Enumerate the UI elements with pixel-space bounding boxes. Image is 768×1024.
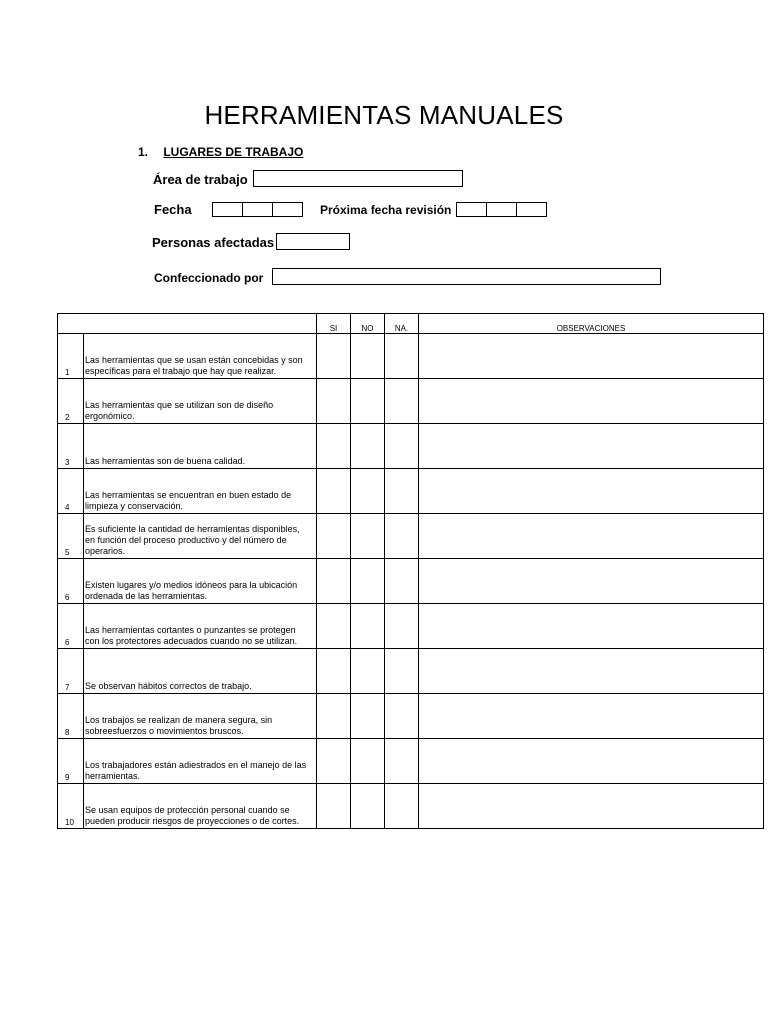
na-cell[interactable] [385,694,419,739]
table-row [58,784,764,829]
section-heading [138,145,303,159]
table-row [58,514,764,559]
no-cell[interactable] [351,649,385,694]
row-question: Se observan hábitos correctos de trabajo. [84,649,317,694]
no-cell[interactable] [351,739,385,784]
row-number: 4 [58,469,84,514]
si-cell[interactable] [317,784,351,829]
observaciones-cell[interactable] [419,649,764,694]
row-question: Es suficiente la cantidad de herramientas disponibles, en función del proceso productivo y del número de operarios. [84,514,317,559]
proxima-year-box[interactable] [516,202,547,217]
no-cell[interactable] [351,784,385,829]
observaciones-cell[interactable] [419,604,764,649]
na-cell[interactable] [385,514,419,559]
si-cell[interactable] [317,514,351,559]
row-number: 3 [58,424,84,469]
row-question: Los trabajos se realizan de manera segura, sin sobreesfuerzos o movimientos bruscos. [84,694,317,739]
table-row [58,334,764,379]
personas-field[interactable] [276,233,350,250]
observaciones-cell[interactable] [419,469,764,514]
si-cell[interactable] [317,334,351,379]
si-cell[interactable] [317,469,351,514]
row-number: 7 [58,649,84,694]
na-cell[interactable] [385,469,419,514]
row-number: 1 [58,334,84,379]
observaciones-cell[interactable] [419,739,764,784]
no-cell[interactable] [351,379,385,424]
section-number: 1. [138,145,149,159]
observaciones-cell[interactable] [419,379,764,424]
header-no: NO [351,314,385,334]
si-cell[interactable] [317,694,351,739]
si-cell[interactable] [317,424,351,469]
table-row [58,739,764,784]
observaciones-cell[interactable] [419,514,764,559]
na-cell[interactable] [385,784,419,829]
row-question: Existen lugares y/o medios idóneos para la ubicación ordenada de las herramientas. [84,559,317,604]
no-cell[interactable] [351,424,385,469]
si-cell[interactable] [317,604,351,649]
proxima-day-box[interactable] [456,202,487,217]
table-row [58,559,764,604]
observaciones-cell[interactable] [419,784,764,829]
table-header-row [58,314,764,334]
si-cell[interactable] [317,649,351,694]
row-question: Las herramientas cortantes o punzantes se protegen con los protectores adecuados cuando no se utilizan. [84,604,317,649]
no-cell[interactable] [351,334,385,379]
observaciones-cell[interactable] [419,334,764,379]
na-cell[interactable] [385,604,419,649]
row-number: 8 [58,694,84,739]
row-number: 6 [58,559,84,604]
header-observaciones: OBSERVACIONES [419,314,764,334]
row-question: Las herramientas que se usan están concebidas y son específicas para el trabajo que hay que realizar. [84,334,317,379]
fecha-year-box[interactable] [272,202,303,217]
area-label: Área de trabajo [153,172,248,187]
confeccionado-field[interactable] [272,268,661,285]
observaciones-cell[interactable] [419,694,764,739]
table-row [58,694,764,739]
na-cell[interactable] [385,739,419,784]
section-name: LUGARES DE TRABAJO [163,145,304,159]
si-cell[interactable] [317,559,351,604]
page-title: HERRAMIENTAS MANUALES [204,100,564,130]
proxima-month-box[interactable] [486,202,517,217]
no-cell[interactable] [351,694,385,739]
na-cell[interactable] [385,379,419,424]
fecha-day-box[interactable] [212,202,243,217]
observaciones-cell[interactable] [419,559,764,604]
row-question: Los trabajadores están adiestrados en el manejo de las herramientas. [84,739,317,784]
confeccionado-label: Confeccionado por [154,271,264,285]
table-row [58,379,764,424]
table-row [58,424,764,469]
fecha-label: Fecha [154,202,192,217]
no-cell[interactable] [351,469,385,514]
row-number: 2 [58,379,84,424]
row-question: Las herramientas que se utilizan son de diseño ergonómico. [84,379,317,424]
observaciones-cell[interactable] [419,424,764,469]
si-cell[interactable] [317,739,351,784]
fecha-month-box[interactable] [242,202,273,217]
row-number: 9 [58,739,84,784]
proxima-fecha-field[interactable] [456,202,547,217]
si-cell[interactable] [317,379,351,424]
row-number: 10 [58,784,84,829]
na-cell[interactable] [385,649,419,694]
header-na: NA. [385,314,419,334]
header-blank [58,314,317,334]
area-field[interactable] [253,170,463,187]
row-number: 5 [58,514,84,559]
row-question: Las herramientas son de buena calidad. [84,424,317,469]
no-cell[interactable] [351,604,385,649]
table-row [58,604,764,649]
no-cell[interactable] [351,514,385,559]
na-cell[interactable] [385,424,419,469]
table-row [58,469,764,514]
na-cell[interactable] [385,559,419,604]
table-row [58,649,764,694]
no-cell[interactable] [351,559,385,604]
na-cell[interactable] [385,334,419,379]
checklist-table [57,313,764,829]
proxima-fecha-label: Próxima fecha revisión [320,203,452,217]
fecha-field[interactable] [212,202,303,217]
personas-label: Personas afectadas [152,235,275,250]
row-question: Se usan equipos de protección personal cuando se pueden producir riesgos de proyecciones o de cortes. [84,784,317,829]
row-question: Las herramientas se encuentran en buen estado de limpieza y conservación. [84,469,317,514]
header-si: SI [317,314,351,334]
row-number: 6 [58,604,84,649]
